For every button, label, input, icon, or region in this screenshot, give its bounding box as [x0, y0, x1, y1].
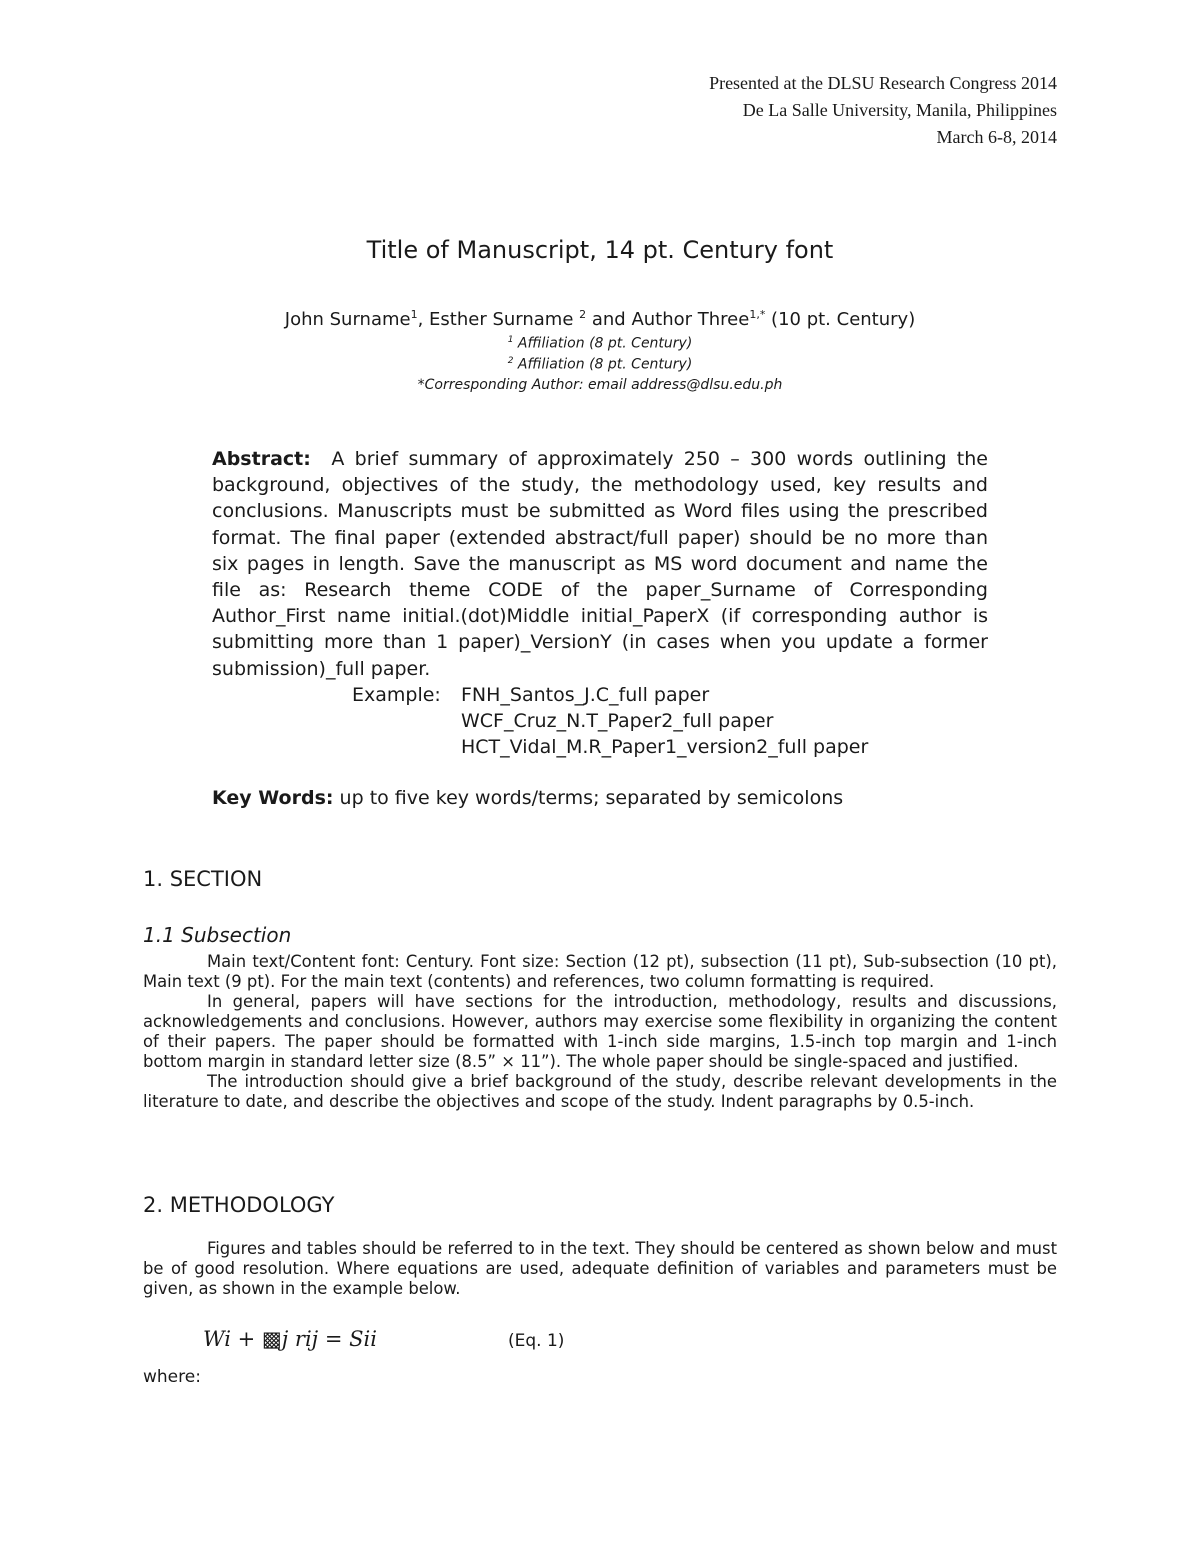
abstract	[212, 446, 988, 682]
header-line-1: Presented at the DLSU Research Congress 2014	[709, 73, 1057, 93]
author-2: , Esther Surname	[417, 309, 580, 330]
example-1: FNH_Santos_J.C_full paper	[461, 684, 710, 706]
author-3-sup: 1,*	[749, 308, 766, 321]
conference-header	[709, 70, 1057, 151]
example-label: Example:	[352, 684, 441, 706]
subsection-1-1-heading: 1.1 Subsection	[143, 923, 292, 947]
author-2-sup: 2	[579, 308, 587, 321]
affiliation-1-sup: 1	[507, 335, 514, 345]
section-1-body	[143, 952, 1057, 1112]
paragraph: The introduction should give a brief background of the study, describe relevant developments in the literature to date, and describe the objectives and scope of the study. Indent paragraphs by 0.5-inch.	[143, 1072, 1057, 1111]
manuscript-title: Title of Manuscript, 14 pt. Century font	[366, 236, 834, 264]
keywords-text: up to five key words/terms; separated by semicolons	[339, 787, 844, 809]
equation	[203, 1327, 377, 1351]
section-2-heading: 2. METHODOLOGY	[143, 1193, 335, 1217]
keywords-label: Key Words:	[212, 787, 334, 809]
paragraph: In general, papers will have sections for the introduction, methodology, results and discussions, acknowledgements and conclusions. However, authors may exercise some flexibility in organizing the content of their papers. The paper should be formatted with 1-inch side margins, 1.5-inch top margin and 1-inch bottom margin in standard letter size (8.5” × 11”). The whole paper should be single-spaced and justified.	[143, 992, 1057, 1071]
author-3: and Author Three	[586, 309, 750, 330]
author-line	[0, 308, 1200, 330]
affiliation-2-text: Affiliation (8 pt. Century)	[513, 356, 693, 373]
equation-number: (Eq. 1)	[508, 1331, 565, 1351]
equation-rhs: j rij = Sii	[281, 1327, 377, 1351]
affiliation-2-sup: 2	[507, 356, 514, 366]
abstract-text: A brief summary of approximately 250 – 300 words outlining the background, objectives of the study, the methodology used, key results and conclusions. Manuscripts must be submitted as Word files using the prescribed format. The final paper (extended abstract/full paper) should be no more than six pages in length. Save the manuscript as MS word document and name the file as: Research theme CODE of the paper_Surname of Corresponding Author_First name initial.(dot)Middle initial_PaperX (if corresponding author is submitting more than 1 paper)_VersionY (in cases when you update a former submission)_full paper.	[212, 448, 988, 680]
paragraph: Main text/Content font: Century. Font size: Section (12 pt), subsection (11 pt), Sub-subsection (10 pt), Main text (9 pt). For the main text (contents) and references, two column formatting is required.	[143, 952, 1057, 991]
abstract-label: Abstract:	[212, 448, 311, 470]
example-3: HCT_Vidal_M.R_Paper1_version2_full paper	[461, 736, 869, 758]
keywords	[212, 787, 843, 809]
affiliation-1	[0, 335, 1200, 352]
author-font-note: (10 pt. Century)	[765, 309, 916, 330]
equation-symbol-glyph: ▩	[261, 1327, 282, 1351]
where-label: where:	[143, 1367, 201, 1387]
example-2: WCF_Cruz_N.T_Paper2_full paper	[461, 710, 774, 732]
corresponding-author: *Corresponding Author: email address@dlsu.edu.ph	[417, 377, 783, 393]
section-1-heading: 1. SECTION	[143, 867, 263, 891]
header-line-2: De La Salle University, Manila, Philippines	[742, 100, 1057, 120]
section-2-paragraph: Figures and tables should be referred to in the text. They should be centered as shown below and must be of good resolution. Where equations are used, adequate definition of variables and parameters must be given, as shown in the example below.	[143, 1239, 1057, 1298]
author-1-sup: 1	[410, 308, 418, 321]
equation-lhs: Wi +	[203, 1327, 256, 1351]
header-line-3: March 6-8, 2014	[936, 127, 1057, 147]
affiliation-2	[0, 356, 1200, 373]
affiliation-1-text: Affiliation (8 pt. Century)	[513, 335, 693, 352]
author-1: John Surname	[284, 309, 411, 330]
